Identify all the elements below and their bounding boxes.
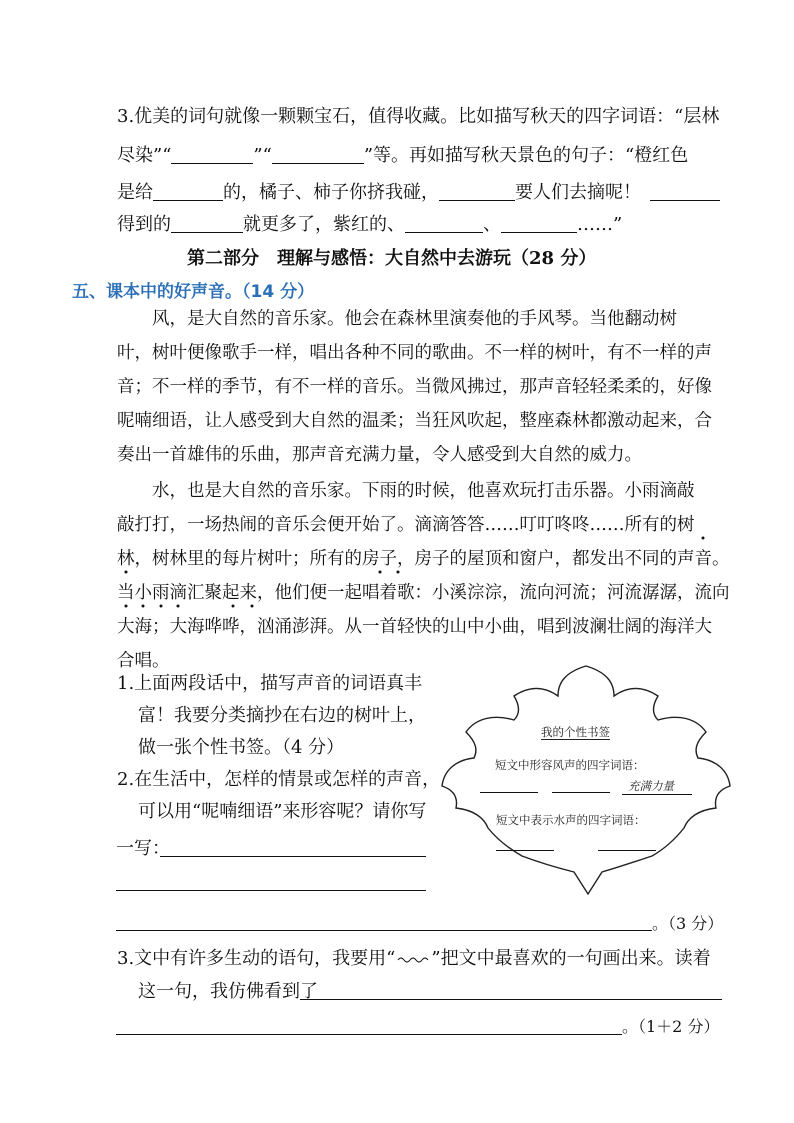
leaf-title: 我的个性书签	[541, 725, 610, 739]
leaf-wind-example: 充满力量	[628, 779, 674, 793]
passage-line: 呢喃细语，让人感受到大自然的温柔；当狂风吹起，整座森林都激动起来，合	[117, 411, 712, 431]
q1-line3: 做一张个性书签。（4 分）	[138, 737, 345, 758]
passage-line: 叶，树叶便像歌手一样，唱出各种不同的歌曲。不一样的树叶，有不一样的声	[117, 343, 712, 363]
q2-line3: 一写：	[116, 838, 170, 859]
leaf-wind-blank[interactable]	[480, 792, 538, 793]
section5-title: 五、课本中的好声音。（14 分）	[72, 282, 315, 302]
q2-line1: 2.在生活中，怎样的情景或怎样的声音，	[117, 769, 441, 790]
leaf-water-blank[interactable]	[496, 850, 554, 851]
q1-line2: 富！我要分类摘抄在右边的树叶上，	[138, 705, 426, 726]
leaf-water-label: 短文中表示水声的四字词语：	[496, 813, 646, 827]
q3-answer-line[interactable]	[300, 999, 722, 1000]
passage-line: 大海；大海哗哗，汹涌澎湃。从一首轻快的山中小曲，唱到波澜壮阔的海洋大	[117, 617, 712, 637]
q2-line2: 可以用“呢喃细语”来形容呢？请你写	[138, 801, 427, 822]
q3-score: 。（1＋2 分）	[622, 1017, 720, 1036]
passage-line: 敲打打，一场热闹的音乐会便开始了。滴滴答答……叮叮咚咚……所有的树	[117, 515, 695, 535]
wavy-line-icon	[395, 946, 431, 968]
leaf-wind-blank[interactable]	[552, 792, 610, 793]
q3-answer-line[interactable]	[116, 1034, 622, 1035]
passage-line: 音；不一样的季节，有不一样的音乐。当微风拂过，那声音轻轻柔柔的，好像	[117, 377, 712, 397]
passage-line: 水，也是大自然的音乐家。下雨的时候，他喜欢玩打击乐器。小雨滴敲	[152, 481, 695, 501]
leaf-bookmark	[438, 662, 734, 898]
q3-top-line4: 得到的 就更多了，紫红的、 、 ……”	[117, 214, 623, 235]
q2-score: 。（3 分）	[652, 914, 724, 933]
passage-line: 奏出一首雄伟的乐曲，那声音充满力量，令人感受到大自然的威力。	[117, 445, 642, 465]
passage-line: 林，树林里的每片树叶；所有的房子，房子的屋顶和窗户，都发出不同的声音。	[117, 549, 730, 569]
leaf-wind-label: 短文中形容风声的四字词语：	[495, 758, 645, 772]
passage-line: 合唱。	[117, 651, 170, 671]
q3-top-line3: 是给 的，橘子、柿子你挤我碰， 要人们去摘呢！	[117, 182, 641, 203]
q3-bottom-line1: 3.文中有许多生动的语句，我要用“ ”把文中最喜欢的一句画出来。读着	[117, 948, 711, 969]
q3-top-line1: 3.优美的词句就像一颗颗宝石，值得收藏。比如描写秋天的四字词语：“层林	[117, 106, 720, 127]
q3-bottom-line2: 这一句，我仿佛看到了	[138, 981, 318, 1002]
q3-top-line2: 尽染”“ ”“ ”等。再如描写秋天景色的句子：“橙红色	[117, 145, 689, 166]
q2-answer-line[interactable]	[116, 890, 426, 891]
part2-title: 第二部分 理解与感悟：大自然中去游玩（28 分）	[187, 248, 597, 269]
q2-answer-line[interactable]	[116, 930, 652, 931]
q2-answer-line[interactable]	[160, 856, 426, 857]
passage-line: 风，是大自然的音乐家。他会在森林里演奏他的手风琴。当他翻动树	[152, 309, 677, 329]
leaf-water-blank[interactable]	[598, 850, 656, 851]
passage-line: 当小雨滴汇聚起来，他们便一起唱着歌：小溪淙淙，流向河流；河流潺潺，流向	[117, 583, 730, 603]
q1-line1: 1.上面两段话中，描写声音的词语真丰	[117, 673, 423, 694]
leaf-wind-example-underline	[622, 794, 692, 795]
